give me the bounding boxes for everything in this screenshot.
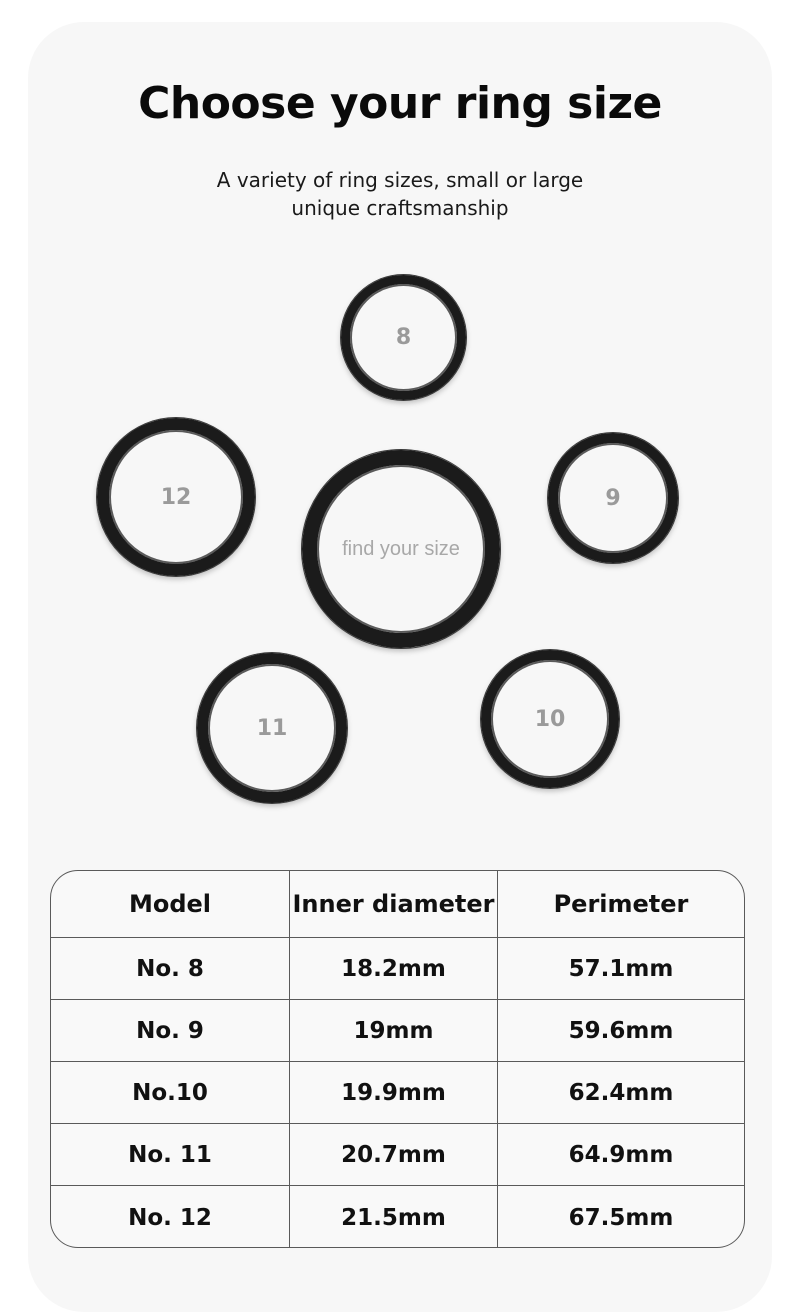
column-header-inner-diameter: Inner diameter <box>289 871 497 937</box>
subtitle-line-2: unique craftsmanship <box>291 196 509 220</box>
page-title: Choose your ring size <box>138 78 662 129</box>
column-header-perimeter: Perimeter <box>497 871 744 937</box>
ring-size-11 <box>197 653 347 803</box>
table-cell-perimeter: 57.1mm <box>497 938 744 1000</box>
ring-size-10-label: 10 <box>534 706 566 732</box>
ring-size-8-label: 8 <box>395 325 412 350</box>
table-cell-inner-diameter: 18.2mm <box>289 938 497 1000</box>
ring-size-8 <box>341 275 466 400</box>
table-cell-inner-diameter: 19mm <box>289 1000 497 1062</box>
table-cell-model: No. 8 <box>136 956 204 982</box>
table-cell-perimeter: 67.5mm <box>497 1186 744 1248</box>
page-subtitle <box>0 166 800 222</box>
table-cell-perimeter: 59.6mm <box>497 1000 744 1062</box>
table-row <box>51 1123 744 1186</box>
table-header-row <box>51 871 744 937</box>
table-cell-model: No.10 <box>132 1080 208 1106</box>
ring-find-your-size-label: find your size <box>342 537 460 560</box>
ring-size-12 <box>97 418 255 576</box>
ring-size-12-label: 12 <box>160 484 192 510</box>
table-row <box>51 999 744 1062</box>
table-row <box>51 1185 744 1248</box>
ring-find-your-size <box>302 450 500 648</box>
table-cell-inner-diameter: 20.7mm <box>289 1124 497 1186</box>
ring-size-table <box>50 870 745 1248</box>
table-cell-model: No. 9 <box>136 1018 204 1044</box>
table-cell-model: No. 11 <box>128 1142 212 1168</box>
table-cell-model: No. 12 <box>128 1205 212 1231</box>
table-row <box>51 1061 744 1124</box>
ring-size-11-label: 11 <box>256 715 288 741</box>
ring-size-9-label: 9 <box>605 485 621 511</box>
ring-size-10 <box>481 650 619 788</box>
ring-size-9 <box>548 433 678 563</box>
table-cell-inner-diameter: 19.9mm <box>289 1062 497 1124</box>
table-cell-perimeter: 62.4mm <box>497 1062 744 1124</box>
subtitle-line-1: A variety of ring sizes, small or large <box>216 168 584 192</box>
table-cell-inner-diameter: 21.5mm <box>289 1186 497 1248</box>
table-cell-perimeter: 64.9mm <box>497 1124 744 1186</box>
table-row <box>51 937 744 1000</box>
column-header-model: Model <box>128 890 212 918</box>
